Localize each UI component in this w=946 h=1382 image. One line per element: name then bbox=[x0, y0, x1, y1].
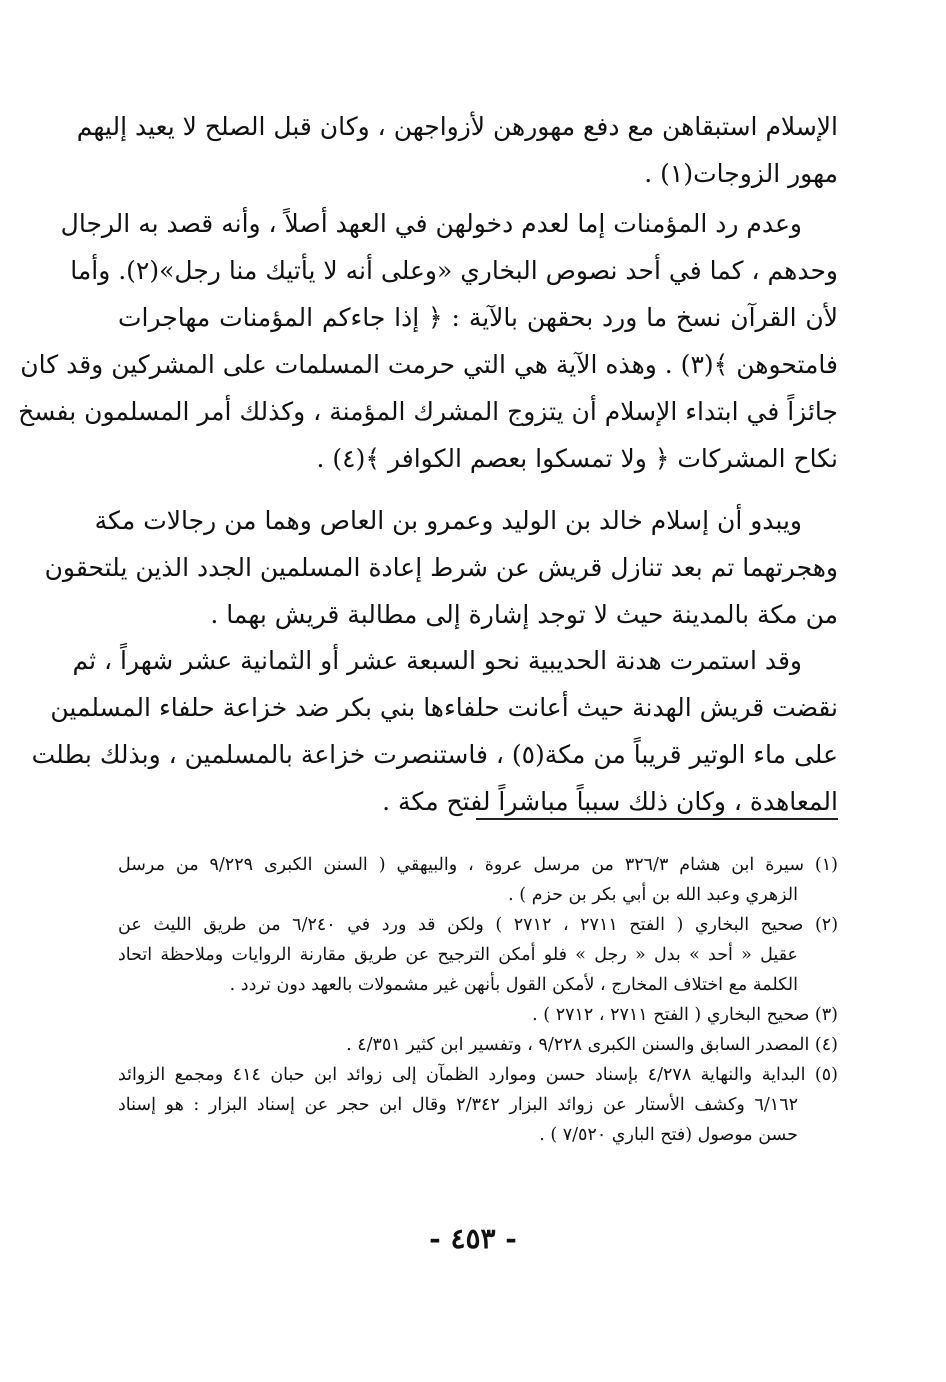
page-number: - ٤٥٣ - bbox=[429, 1222, 517, 1255]
footnote-line: (١) سيرة ابن هشام ٣٢٦/٣ من مرسل عروة ، والبيهقي ( السنن الكبرى ٩/٢٢٩ من مرسل bbox=[118, 855, 838, 875]
text-line: ويبدو أن إسلام خالد بن الوليد وعمرو بن العاص وهما من رجالات مكة bbox=[94, 506, 802, 535]
text-line: الإسلام استبقاهن مع دفع مهورهن لأزواجهن ، وكان قبل الصلح لا يعيد إليهم bbox=[76, 112, 838, 141]
text-line: فامتحوهن ﴾(٣) . وهذه الآية هي التي حرمت المسلمات على المشركين وقد كان bbox=[20, 350, 838, 379]
footnotes bbox=[118, 850, 838, 1150]
footnote-line: الكلمة مع اختلاف المخارج ، لأمكن القول بأنهن غير مشمولات بالعهد دون تردد . bbox=[229, 975, 798, 995]
text-line: وحدهم ، كما في أحد نصوص البخاري «وعلى أنه لا يأتيك منا رجل»(٢). وأما bbox=[70, 256, 838, 285]
text-line: من مكة بالمدينة حيث لا توجد إشارة إلى مطالبة قريش بهما . bbox=[210, 600, 838, 629]
text-line: على ماء الوتير قريباً من مكة(٥) ، فاستنصرت خزاعة بالمسلمين ، وبذلك بطلت bbox=[31, 740, 838, 769]
paragraph-4 bbox=[31, 637, 838, 825]
text-line: وهجرتهما تم بعد تنازل قريش عن شرط إعادة المسلمين الجدد الذين يلتحقون bbox=[44, 553, 838, 582]
text-line: مهور الزوجات(١) . bbox=[644, 159, 838, 188]
footnote-separator bbox=[476, 818, 838, 820]
footnote-line: (٢) صحيح البخاري ( الفتح ٢٧١١ ، ٢٧١٢ ) ولكن قد ورد في ٦/٢٤٠ من طريق الليث عن bbox=[118, 915, 839, 935]
footnote-1 bbox=[118, 850, 838, 910]
footnote-2 bbox=[118, 910, 838, 1000]
text-line: نكاح المشركات ﴿ ولا تمسكوا بعصم الكوافر ﴾(٤) . bbox=[316, 444, 838, 473]
text-line: وعدم رد المؤمنات إما لعدم دخولهن في العهد أصلاً ، وأنه قصد به الرجال bbox=[60, 209, 802, 238]
footnote-line: (٥) البداية والنهاية ٤/٢٧٨ بإسناد حسن وموارد الظمآن إلى زوائد ابن حبان ٤١٤ ومجمع الزوائد bbox=[118, 1065, 838, 1085]
footnote-line: ٦/١٦٢ وكشف الأستار عن زوائد البزار ٢/٣٤٢ وقال ابن حجر عن إسناد البزار : هو إسناد bbox=[118, 1095, 798, 1115]
footnote-line: (٣) صحيح البخاري ( الفتح ٢٧١١ ، ٢٧١٢ ) . bbox=[532, 1005, 838, 1025]
paragraph-3 bbox=[44, 497, 838, 638]
footnote-3 bbox=[118, 1000, 838, 1030]
text-line: وقد استمرت هدنة الحديبية نحو السبعة عشر أو الثمانية عشر شهراً ، ثم bbox=[72, 646, 802, 675]
footnote-line: (٤) المصدر السابق والسنن الكبرى ٩/٢٢٨ ، وتفسير ابن كثير ٤/٣٥١ . bbox=[346, 1035, 838, 1055]
footnote-line: الزهري وعبد الله بن أبي بكر بن حزم ) . bbox=[508, 885, 798, 905]
paragraph-1 bbox=[76, 103, 838, 197]
text-line: نقضت قريش الهدنة حيث أعانت حلفاءها بني بكر ضد خزاعة حلفاء المسلمين bbox=[50, 693, 838, 722]
paragraph-2 bbox=[18, 200, 838, 482]
footnote-line: حسن موصول (فتح الباري ٧/٥٢٠ ) . bbox=[539, 1125, 798, 1145]
text-line: لأن القرآن نسخ ما ورد بحقهن بالآية : ﴿ إذا جاءكم المؤمنات مهاجرات bbox=[118, 303, 838, 332]
footnote-line: عقيل « أحد » بدل « رجل » فلو أمكن الترجيح عن طريق مقارنة الروايات وملاحظة اتحاد bbox=[118, 945, 798, 965]
footnote-5 bbox=[118, 1060, 838, 1150]
footnote-4 bbox=[118, 1030, 838, 1060]
text-line: المعاهدة ، وكان ذلك سبباً مباشراً لفتح مكة . bbox=[382, 787, 838, 816]
text-line: جائزاً في ابتداء الإسلام أن يتزوج المشرك المؤمنة ، وكذلك أمر المسلمون بفسخ bbox=[18, 397, 838, 426]
